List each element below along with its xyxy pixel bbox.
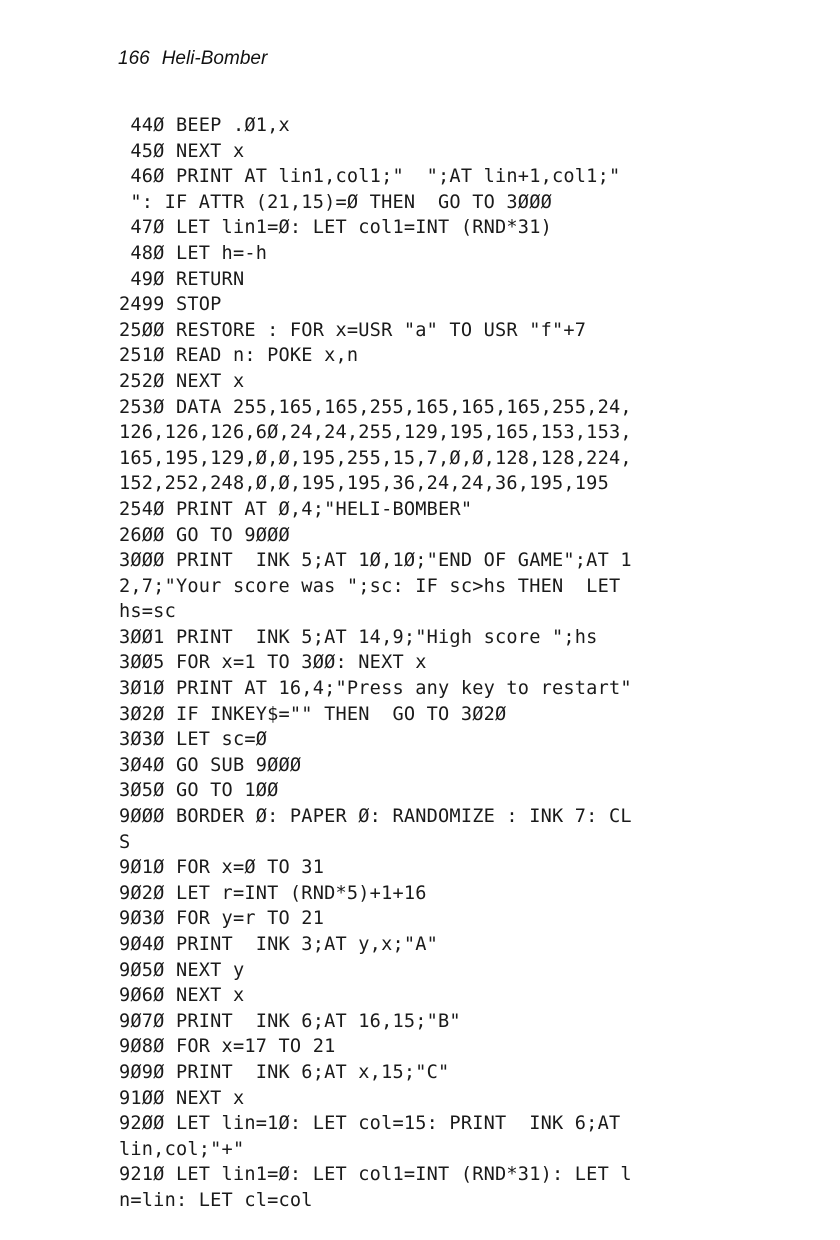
code-line: 45Ø NEXT x [119, 140, 245, 162]
code-line: 9ØØØ BORDER Ø: PAPER Ø: RANDOMIZE : INK 7: CL [119, 806, 632, 828]
code-line: 9Ø4Ø PRINT INK 3;AT y,x;"A" [119, 934, 439, 955]
code-line: 3ØØØ PRINT INK 5;AT 1Ø,1Ø;"END OF GAME";AT 1 [119, 550, 632, 572]
code-line: 252Ø NEXT x [119, 370, 245, 392]
code-line: S [119, 831, 131, 853]
code-line: 48Ø LET h=-h [119, 242, 268, 264]
code-line: 254Ø PRINT AT Ø,4;"HELI-BOMBER" [119, 498, 473, 520]
code-line: 9Ø2Ø LET r=INT (RND*5)+1+16 [119, 882, 427, 904]
code-line: 49Ø RETURN [119, 268, 245, 290]
code-line: 92ØØ LET lin=1Ø: LET col=15: PRINT INK 6;AT [119, 1113, 621, 1135]
code-line: 9Ø9Ø PRINT INK 6;AT x,15;"C" [119, 1061, 450, 1083]
code-line: lin,col;"+" [119, 1138, 245, 1160]
code-line: 3Ø2Ø IF INKEY$="" THEN GO TO 3Ø2Ø [119, 703, 507, 725]
code-line: 3ØØ5 FOR x=1 TO 3ØØ: NEXT x [119, 652, 427, 674]
code-line: 46Ø PRINT AT lin1,col1;" ";AT lin+1,col1;" [119, 166, 621, 188]
code-line: 9Ø3Ø FOR y=r TO 21 [119, 908, 325, 930]
code-line: 25ØØ RESTORE : FOR x=USR "a" TO USR "f"+7 [119, 319, 587, 341]
code-line: 47Ø LET lin1=Ø: LET col1=INT (RND*31) [119, 217, 552, 239]
code-line: n=lin: LET cl=col [119, 1189, 313, 1211]
code-line: 152,252,248,Ø,Ø,195,195,36,24,24,36,195,195 [119, 473, 609, 495]
code-line: 91ØØ NEXT x [119, 1087, 245, 1109]
code-line: 3Ø1Ø PRINT AT 16,4;"Press any key to restart" [119, 678, 632, 700]
code-line: 3ØØ1 PRINT INK 5;AT 14,9;"High score ";hs [119, 626, 598, 648]
code-line: 44Ø BEEP .Ø1,x [119, 115, 290, 136]
code-line: 3Ø4Ø GO SUB 9ØØØ [119, 754, 302, 776]
code-line: 921Ø LET lin1=Ø: LET col1=INT (RND*31): LET l [119, 1164, 632, 1186]
code-line: 3Ø5Ø GO TO 1ØØ [119, 780, 279, 802]
basic-program-listing [119, 113, 779, 1214]
code-line: hs=sc [119, 601, 176, 623]
code-line: 9Ø7Ø PRINT INK 6;AT 16,15;"B" [119, 1010, 461, 1032]
running-title: Heli-Bomber [161, 48, 268, 69]
code-line: ": IF ATTR (21,15)=Ø THEN GO TO 3ØØØ [119, 191, 552, 213]
code-line: 9Ø1Ø FOR x=Ø TO 31 [119, 857, 325, 879]
page-number: 166 [118, 48, 150, 69]
code-line: 9Ø8Ø FOR x=17 TO 21 [119, 1036, 336, 1058]
code-line: 2499 STOP [119, 294, 222, 316]
code-line: 126,126,126,6Ø,24,24,255,129,195,165,153,153, [119, 422, 632, 444]
code-line: 253Ø DATA 255,165,165,255,165,165,165,255,24, [119, 396, 632, 418]
code-line: 26ØØ GO TO 9ØØØ [119, 524, 290, 546]
page-header [118, 48, 267, 70]
code-line: 251Ø READ n: POKE x,n [119, 345, 359, 367]
code-line: 9Ø5Ø NEXT y [119, 959, 245, 981]
code-line: 3Ø3Ø LET sc=Ø [119, 729, 268, 751]
code-line: 9Ø6Ø NEXT x [119, 985, 245, 1007]
code-line: 165,195,129,Ø,Ø,195,255,15,7,Ø,Ø,128,128,224, [119, 447, 632, 469]
code-line: 2,7;"Your score was ";sc: IF sc>hs THEN LET [119, 575, 621, 597]
